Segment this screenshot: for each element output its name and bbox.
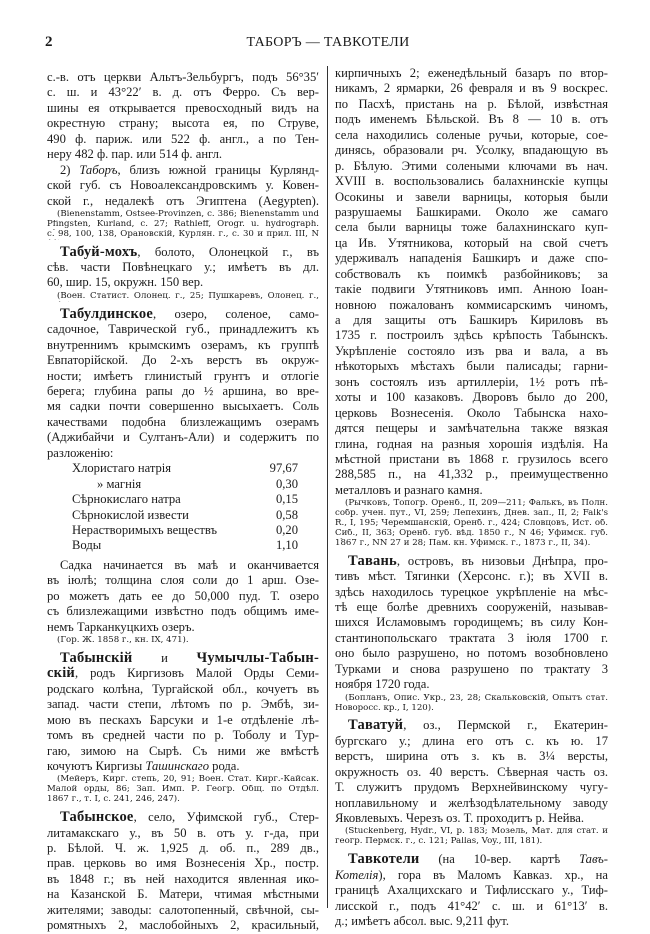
text-line — [47, 666, 319, 681]
text-line: никамъ, 2 ярмарки, 26 февраля и въ 9 воскрес. — [335, 81, 608, 96]
text-line: ской губ. съ Новоалександровскимъ у. Ковен- — [47, 178, 319, 193]
text-span: рода. — [209, 759, 240, 774]
component-name: Нерастворимыхъ веществъ — [72, 523, 218, 537]
citation-line: (Stuckenberg, Hydr., VI, p. 183; Мозель, Мат. для стат. и — [345, 827, 608, 837]
component-name: Хлористаго натрія — [72, 461, 172, 476]
component-value: 1,10 — [275, 538, 298, 553]
italic-text: Котелія — [335, 867, 379, 882]
text-line: нѣкоторыхъ мѣстахъ были палисады; гарни- — [335, 359, 608, 374]
composition-table — [47, 461, 319, 554]
text-line: томъ въ средней части по р. Тоболу и Тур- — [47, 728, 319, 743]
composition-row — [47, 492, 319, 507]
text-line: подъ именемъ Бѣльской. Въ 8 — 10 в. отъ — [335, 112, 608, 127]
citation-line: Pfingsten, Kurland, с. 27; Rathleff, Orogr. u. hydrograph. — [47, 219, 319, 229]
text-line: жителями; заводы: салотопенный, свѣчной, сы- — [47, 902, 319, 917]
text-line — [47, 307, 319, 322]
text-line: тивъ мѣст. Тягинки (Херсонс. г.); въ XVII в. — [335, 569, 608, 584]
text-line: мѣстной пристани въ 1868 г. грузилось всего — [335, 451, 608, 466]
component-name: Сѣрнокислой извести — [72, 507, 189, 522]
text-line: кирпичныхъ 2; еженедѣльный базаръ по втор- — [335, 66, 608, 80]
citation-line: 1867 г., т. I, с. 241, 246, 247). — [47, 795, 180, 805]
text-line: церковь Вознесенія. Около Табынска нахо- — [335, 405, 608, 420]
headword: Тавкотели — [348, 852, 420, 868]
text-line — [47, 759, 319, 774]
citation-line: Новоросс. кр., I, 120). — [335, 703, 434, 713]
text-line: Садка начинается въ маѣ и оканчивается — [60, 557, 319, 572]
component-name: Воды — [72, 538, 102, 553]
citation-line: (Воен. Статист. Олонец. г., 25; Пушкаревъ, Олонец. г., — [57, 291, 319, 301]
composition-row — [47, 508, 319, 523]
text-line: съ близлежащими извѣстно подъ общимъ име- — [47, 604, 319, 619]
column-divider — [327, 66, 328, 908]
text-line: немъ Тарканкуцкихъ озеръ. — [47, 619, 195, 634]
component-value: 97,67 — [269, 461, 298, 476]
text-line: берега; глубина рапы до ½ аршина, во вре- — [47, 384, 319, 398]
text-line: Яковлевыхъ. Черезъ оз. Т. проходитъ р. Нейва. — [335, 811, 585, 826]
citation-line: (Бопланъ, Опис. Укр., 23, 28; Скальковскій, Опытъ стат. — [345, 693, 608, 703]
text-line: шины ея открывается превосходный видъ на — [47, 100, 319, 115]
text-line: 490 ф. париж. или 522 ф. англ., а по Тен- — [47, 131, 319, 146]
text-line: неру 482 ф. пар. или 514 ф. англ. — [47, 147, 223, 162]
source-citation — [47, 775, 319, 805]
text-line: сѣв. части Повѣнецкаго у.; имѣетъ въ дл. — [47, 260, 319, 275]
text-line: с.-в. отъ церкви Альтъ-Зельбургъ, подъ 56°35′ — [47, 70, 319, 84]
right-column — [335, 66, 608, 929]
text-line: глина, годная на разныя хорошія издѣлія. На — [335, 436, 608, 451]
text-line: дятся пещеры и замѣчательна также вязкая — [335, 421, 608, 436]
text-span: , болото, Олонецкой г., въ — [137, 244, 319, 259]
component-value: 0,30 — [275, 476, 298, 491]
source-citation — [47, 292, 319, 302]
text-span: (на 10-вер. картѣ — [419, 852, 580, 867]
italic-text: Таборъ — [79, 162, 118, 177]
page-number: 2 — [45, 34, 53, 50]
text-line: мя садки почти совершенно высыхаетъ. Соль — [47, 399, 319, 414]
text-line: XVIII в. воспользовались балахнинскіе купцы — [335, 174, 608, 189]
text-line: оно было разрушено, но потомъ возобновлено — [335, 646, 608, 661]
component-value: 0,58 — [275, 507, 298, 522]
text-line: на Казанской Б. Матери, чтимая мѣстными — [47, 887, 319, 902]
text-line: родскаго колѣна, Тургайской обл., кочуетъ въ — [47, 681, 319, 696]
headword: Тавань — [348, 553, 397, 569]
text-line: окрестную страну; высота ея, по Струве, — [47, 116, 319, 131]
composition-row — [47, 538, 319, 553]
text-line: запад. части степи, лѣтомъ по р. Эмбѣ, зи- — [47, 697, 319, 712]
text-line: шихся Исламовымъ городищемъ; въ силу Кон- — [335, 615, 608, 630]
text-line: литамакскаго у., въ 50 в. отъ у. г-да, при — [47, 825, 319, 840]
text-line: Укрѣпленіе состояло изъ рва и вала, а въ — [335, 343, 608, 358]
entry-paragraph — [47, 810, 319, 934]
text-line: разрушаемы Башкирами. Около же самаго — [335, 204, 608, 219]
component-value: 0,20 — [275, 523, 298, 537]
text-line: верстъ, ширина отъ з. къ в. 3¼ версты, — [335, 749, 608, 764]
headword: Табынское — [60, 810, 134, 826]
text-line: лисской г., подъ 41°42′ с. ш. и 61°13′ в. — [335, 898, 608, 913]
text-line: р. Бѣлой. Ч. ж. 1,925 д. об. п., 289 дв., — [47, 841, 319, 856]
text-line: окружность оз. 40 верстъ. Сѣверная часть оз. — [335, 764, 608, 779]
composition-row — [47, 461, 319, 476]
text-line — [47, 245, 319, 260]
text-line: 288,585 п., на 41,332 р., преимущественно — [335, 467, 608, 482]
headword: Табынскій — [60, 650, 133, 666]
text-line — [335, 852, 608, 867]
text-line: собствовалъ къ поимкѣ разбойниковъ; за — [335, 266, 608, 281]
composition-row — [47, 523, 319, 538]
text-line: металловъ и разнаго камня. — [335, 482, 483, 497]
text-span: ), гора въ Маломъ Кавказ. хр., на — [378, 867, 608, 882]
source-citation — [47, 210, 319, 240]
text-span: 2) — [60, 162, 80, 177]
text-line: динясь, образовали рч. Усолку, впадающую въ — [335, 143, 608, 158]
text-line: ской г., недалекѣ отъ Эгиптена (Aegypten). — [47, 193, 319, 208]
entry-paragraph — [47, 307, 319, 461]
text-line: стантинопольскаго трактата 3 іюля 1700 г. — [335, 630, 608, 645]
citation-line: собр. учен. пут., VI, 259; Лепехинъ, Днев. зап., II, 2; Falk's — [335, 509, 608, 519]
entry-paragraph — [335, 66, 608, 498]
text-line: 1735 г. построилъ здѣсь крѣпость Табынскъ. — [335, 328, 608, 343]
text-span: , близъ южной границы Курлянд- — [117, 162, 319, 177]
text-span: и — [132, 650, 197, 665]
text-line: по Пасхѣ, пристань на р. Бѣлой, извѣстная — [335, 96, 608, 111]
citation-line: R., I, 195; Черемшанскій, Оренб. г., 424; Словцовъ, Ист. об. — [335, 519, 608, 529]
text-line: Т. служитъ прудомъ Верхнейвинскому чугу- — [335, 780, 608, 795]
component-name: Сѣрнокислаго натра — [72, 492, 181, 507]
headword: Таватуй — [348, 718, 404, 734]
text-line: въ іюлѣ; толщина слоя соли до 1 арш. Озе- — [47, 573, 319, 588]
left-column — [47, 70, 319, 934]
text-line: а для защиты отъ Башкиръ Кириловъ въ — [335, 313, 608, 327]
text-line: гаю, зимою на Сырѣ. Съ ними же вмѣстѣ — [47, 743, 319, 758]
source-citation — [335, 827, 608, 847]
text-line: удерживалъ нападенія Башкиръ и даже спо- — [335, 251, 608, 266]
text-line: мою въ пескахъ Барсуки и 1-е отдѣленіе лѣ- — [47, 712, 319, 727]
italic-text: Тавъ- — [579, 852, 608, 867]
text-line: ро можетъ дать ее до 50,000 пуд. Т. озеро — [47, 588, 319, 603]
entry-paragraph — [47, 70, 319, 163]
text-line: ности; имѣетъ глинистый грунтъ и отлогіе — [47, 368, 319, 383]
citation-line: (Мейеръ, Кирг. степь, 20, 91; Воен. Стат. Кирг.-Кайсак. — [57, 775, 319, 785]
text-line: 60, шир. 15, окружн. 150 вер. — [47, 275, 204, 290]
text-line: Осокины и завели варницы, которыя были — [335, 189, 608, 204]
text-line: ноября 1720 года. — [335, 677, 430, 692]
text-line: (Аджибайчи и Султанъ-Али) и содержитъ по — [47, 430, 319, 445]
headword: Табулдинское — [60, 306, 154, 322]
entry-paragraph — [335, 852, 608, 929]
text-line: разложенію: — [47, 445, 114, 460]
text-line — [47, 163, 319, 178]
citation-line: Малой орды, 86; Зап. Имп. Р. Геогр. Общ. по Отдѣл. — [47, 785, 319, 795]
component-value: 0,15 — [275, 492, 298, 507]
text-span: кочуютъ Киргизы — [47, 759, 146, 774]
citation-line: (Bienenstamm, Ostsee-Provinzen, с. 386; Bienenstamm und — [57, 209, 319, 219]
composition-row — [47, 477, 319, 492]
entry-paragraph — [47, 163, 319, 209]
source-citation — [335, 499, 608, 548]
text-span: , родъ Киргизовъ Малой Орды Семи- — [74, 666, 319, 681]
component-name: » магнія — [97, 476, 142, 491]
text-line: ромятныхъ 2, маслобойныхъ 2, красильный, — [47, 918, 319, 933]
text-line: прав. церковь во имя Вознесенія Хр., постр. — [47, 856, 319, 871]
text-line: границѣ Ахалцихскаго и Тифлисскаго у., Тиф- — [335, 883, 608, 898]
text-line — [335, 868, 608, 883]
entry-paragraph — [47, 245, 319, 291]
text-span: , озеро, соленое, само- — [153, 306, 319, 321]
text-span: , островъ, въ низовьи Днѣпра, про- — [396, 553, 608, 568]
text-span: , оз., Пермской г., Екатерин- — [403, 718, 608, 733]
citation-line: Сиб., II, 363; Оренб. губ. вѣд. 1850 г., N 46; Уфимск. губ. — [335, 528, 608, 538]
text-line: Турками и снова разрушено по трактату 3 — [335, 661, 608, 676]
text-line: ноплавильному и желѣзодѣлательному заводу — [335, 795, 608, 810]
text-line: Евпаторійской. До 2-хъ верстъ въ окруж- — [47, 353, 319, 368]
text-line — [47, 810, 319, 825]
text-line: хоты и 100 казаковъ. Дворовъ было до 200, — [335, 390, 608, 405]
text-line — [335, 554, 608, 569]
text-line: д.; имѣетъ абсол. выс. 9,211 фут. — [335, 914, 509, 929]
text-span: , село, Уфимской губ., Стер- — [133, 810, 319, 825]
italic-text: Ташинскаго — [145, 759, 209, 774]
headword: скій — [47, 666, 75, 682]
entry-paragraph — [335, 554, 608, 693]
source-citation — [47, 636, 319, 646]
citation-line: с. 98, 100, 138, Орановскій, Курлян. г., с. 30 и прил. III, N — [47, 229, 319, 239]
text-line: новною пожалованъ коммисарскимъ чиномъ, — [335, 297, 608, 312]
text-line: зонъ состоялъ изъ артиллеріи, 1½ ротъ пѣ- — [335, 374, 608, 389]
citation-line: 1867 г., NN 27 и 28; Пам. кн. Уфимск. г., 1873 г., II, 34). — [335, 538, 591, 548]
text-line: внутреннимъ крымскимъ озерамъ, къ группѣ — [47, 337, 319, 352]
entry-paragraph — [335, 718, 608, 826]
text-line — [335, 718, 608, 733]
citation-line: геогр. Пермск. г., с. 121; Pallas, Voy., III, 181). — [335, 837, 543, 847]
source-citation — [335, 694, 608, 714]
text-line: въ 1848 г.; въ ней находится явленная ико- — [47, 871, 319, 886]
citation-line: (Рычковъ, Топогр. Оренб., II, 209—211; Фалькъ, въ Полн. — [345, 499, 608, 509]
text-line: бургскаго у.; длина его отъ с. къ ю. 17 — [335, 733, 608, 748]
text-line: здѣсь находилось турецкое укрѣпленіе на мѣс- — [335, 584, 608, 599]
text-line: такіе подвиги Утятниковъ имп. Анною Іоан- — [335, 282, 608, 297]
text-line — [47, 651, 319, 666]
running-head: ТАБОРЪ — ТАВКОТЕЛИ — [246, 35, 410, 50]
citation-line: (Гор. Ж. 1858 г., кн. IX, 471). — [57, 636, 189, 646]
headword: Чумычлы-Табын- — [196, 650, 319, 666]
text-line: садочное, Таврической губ., принадлежитъ къ — [47, 322, 319, 337]
text-line: села были варницы тоже балахнинскаго куп- — [335, 220, 608, 235]
text-line: р. Бѣлую. Этими солеными ключами въ нач. — [335, 158, 608, 173]
text-line: тѣ еще болѣе древнихъ сооруженій, называв- — [335, 600, 608, 615]
entry-paragraph — [47, 651, 319, 775]
text-line: ца Ив. Утятникова, который на свой счетъ — [335, 235, 608, 250]
text-line: качествами подобна близлежащимъ озерамъ — [47, 414, 319, 429]
headword: Табуй-мохъ — [60, 244, 138, 260]
text-line: с. ш. и 43°22′ в. д. отъ Ферро. Съ вер- — [47, 85, 319, 100]
entry-paragraph — [47, 558, 319, 635]
text-line: села находились соленые ручьи, которые, сое- — [335, 127, 608, 142]
